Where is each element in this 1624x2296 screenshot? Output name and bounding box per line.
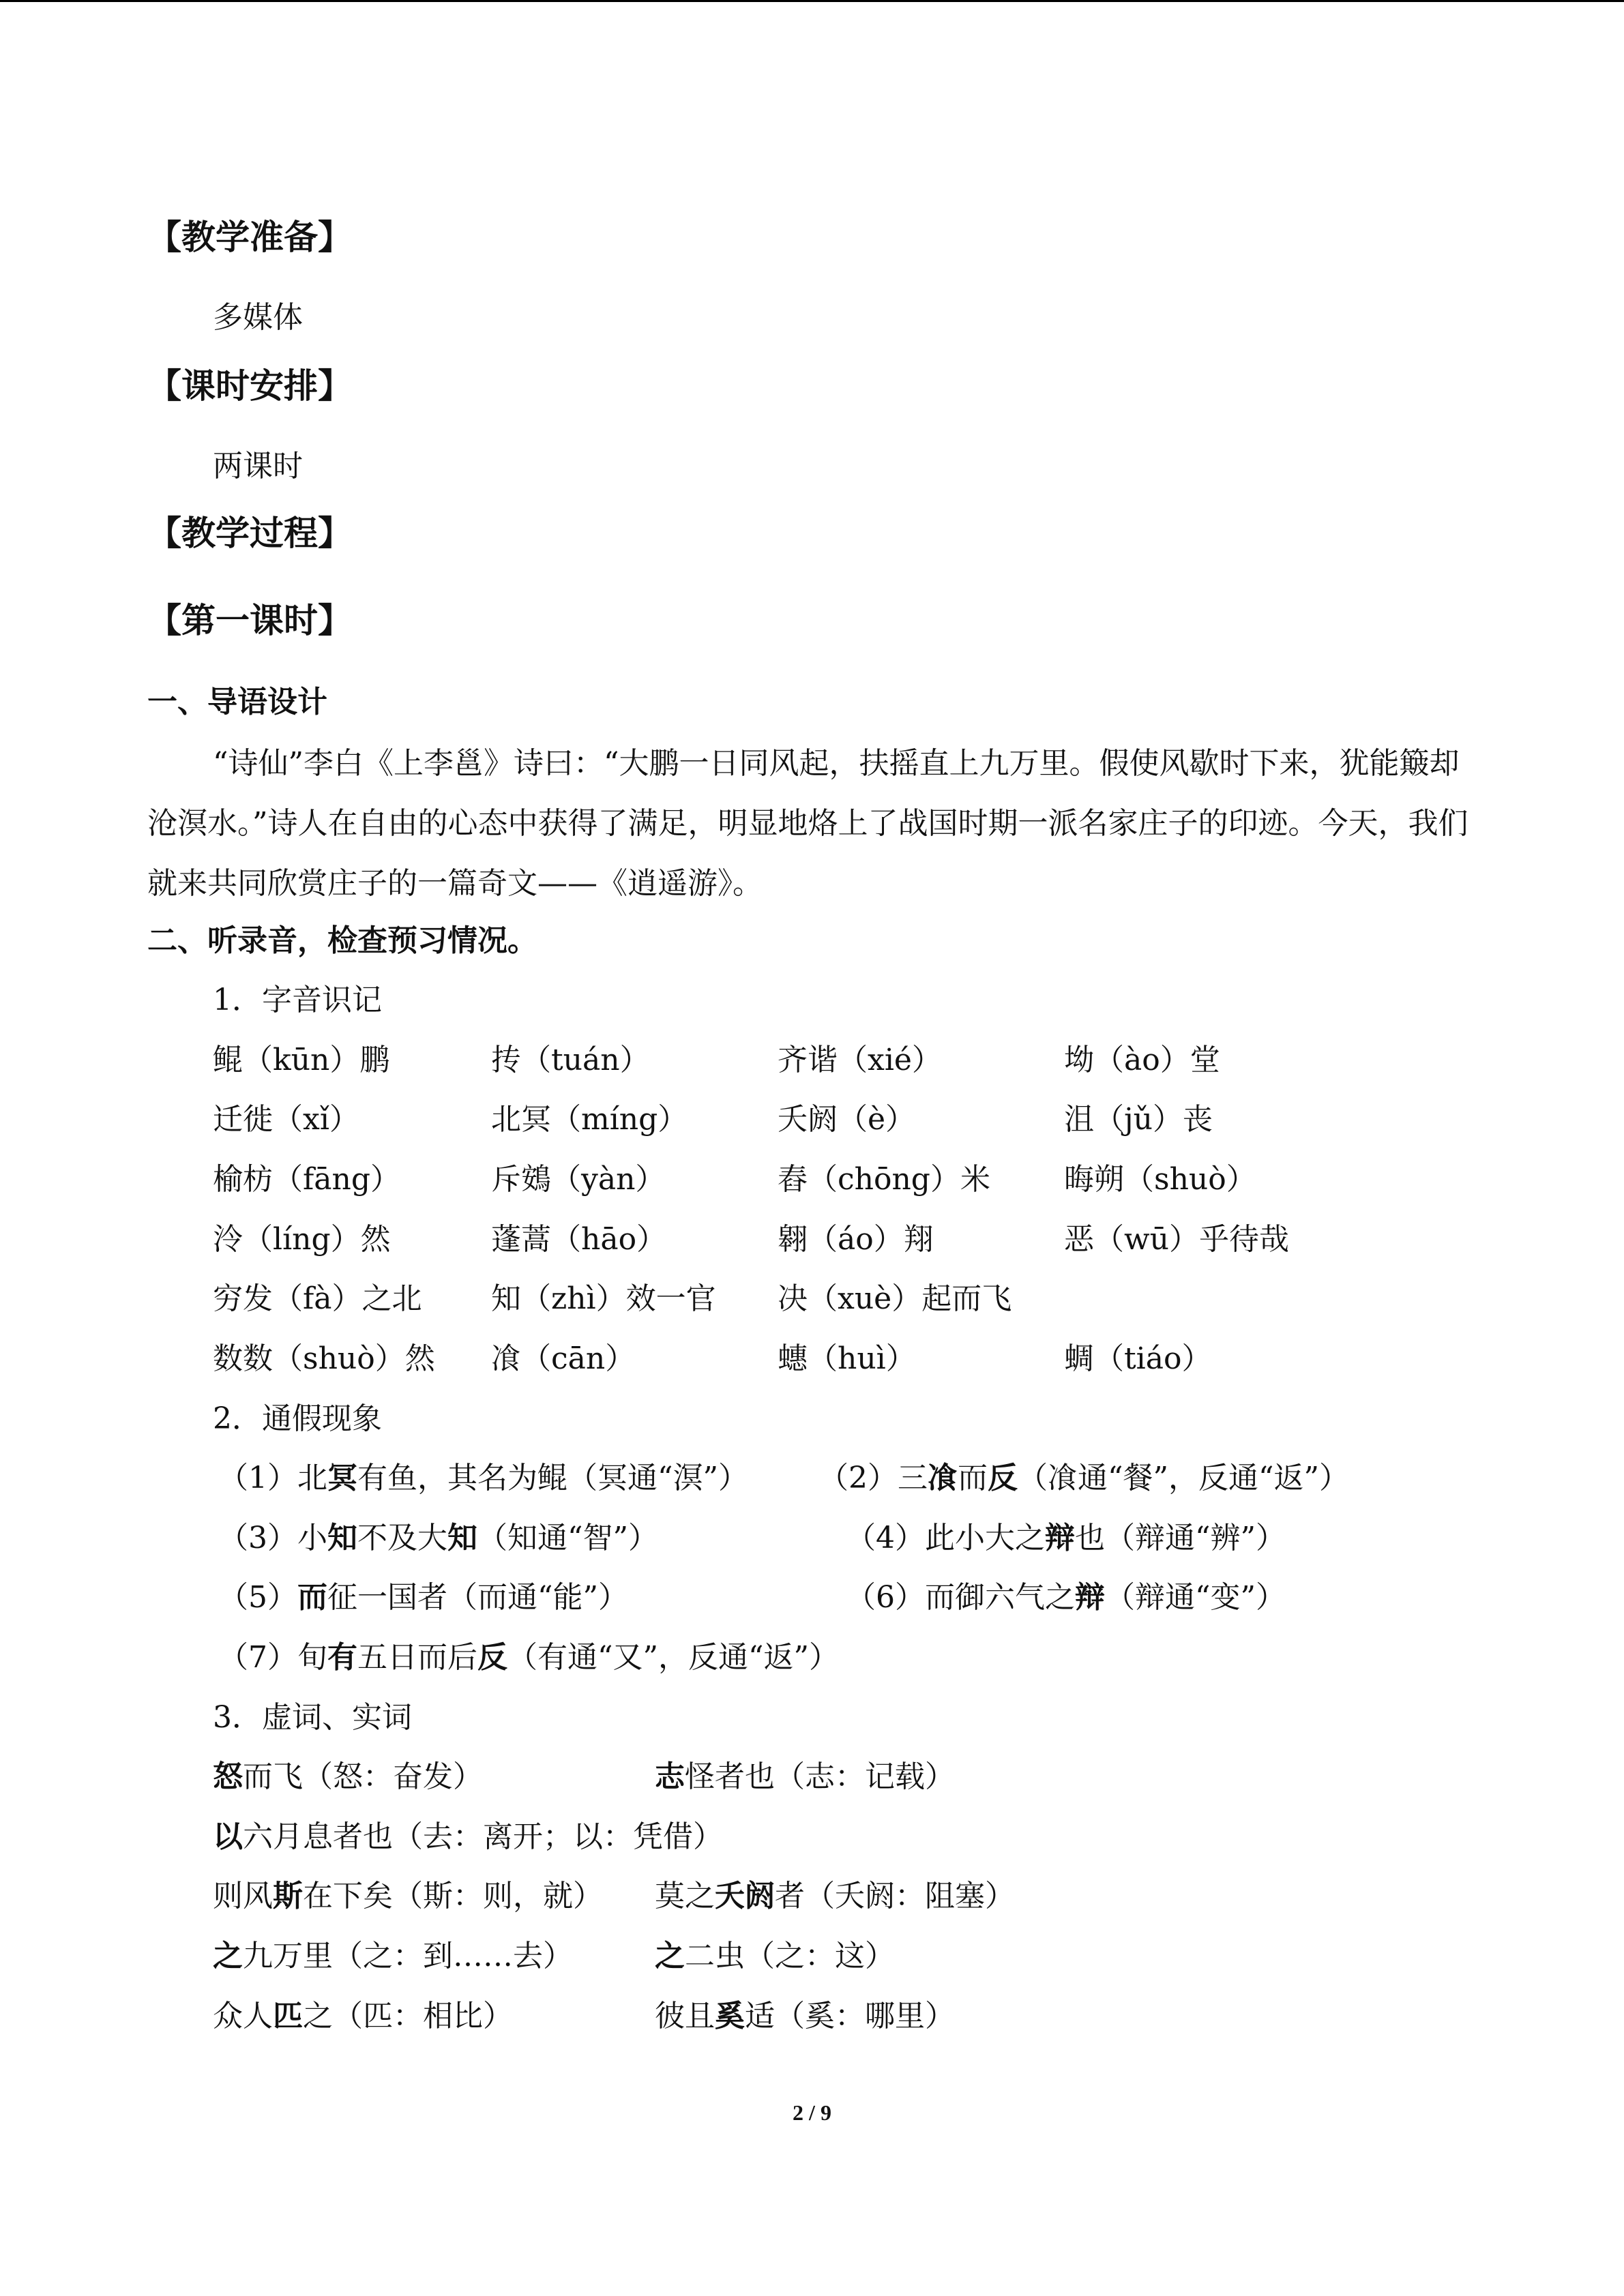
pronunciation-item: 榆枋（fāng） [213, 1162, 401, 1197]
pronunciation-item: 决（xuè）起而飞 [778, 1281, 1012, 1316]
pronunciation-item: 知（zhì）效一官 [491, 1281, 716, 1316]
pronunciation-item: 翱（áo）翔 [778, 1222, 934, 1257]
xuci-item: 志怪者也（志：记载） [655, 1759, 955, 1794]
xuci-item: 众人匹之（匹：相比） [213, 1999, 513, 2033]
pronunciation-item: 齐谐（xié） [778, 1043, 942, 1077]
intro-paragraph: “诗仙”李白《上李邕》诗曰：“大鹏一日同风起，扶摇直上九万里。假使风歇时下来，犹能簸却沧溟水。”诗人在自由的心态中获得了满足，明显地烙上了战国时期一派名家庄子的印迹。今天，我们就来共同欣赏庄子的一篇奇文——《逍遥游》。 [147, 746, 1468, 901]
section-title-schedule: 【课时安排】 [147, 366, 352, 406]
xuci-item: 之九万里（之：到……去） [213, 1939, 573, 1973]
pronunciation-item: 夭阏（è） [778, 1102, 916, 1137]
pronunciation-item: 抟（tuán） [491, 1043, 650, 1077]
pronunciation-item: 舂（chōng）米 [778, 1162, 990, 1197]
pronunciation-item: 穷发（fà）之北 [213, 1281, 422, 1316]
tongjia-title: 2．通假现象 [213, 1401, 382, 1436]
pronunciation-item: 坳（ào）堂 [1064, 1043, 1220, 1077]
pronunciation-item: 沮（jǔ）丧 [1064, 1102, 1213, 1137]
xuci-title: 3．虚词、实词 [213, 1700, 412, 1735]
pronunciation-item: 晦朔（shuò） [1064, 1162, 1256, 1197]
xuci-item: 之二虫（之：这） [655, 1939, 895, 1973]
pronunciation-item: 蓬蒿（hāo） [491, 1222, 667, 1257]
tongjia-item: （3）小知不及大知（知通“智”） [218, 1521, 658, 1555]
prep-content: 多媒体 [213, 300, 303, 335]
pronunciation-item: 数数（shuò）然 [213, 1341, 435, 1376]
pronunciation-item: 鲲（kūn）鹏 [213, 1043, 390, 1077]
xuci-item: 怒而飞（怒：奋发） [213, 1759, 483, 1794]
page-number: 2 / 9 [793, 2100, 831, 2125]
pronunciation-item: 斥鴳（yàn） [491, 1162, 666, 1197]
part1-heading: 一、导语设计 [147, 685, 327, 719]
section-title-prep: 【教学准备】 [147, 218, 352, 257]
xuci-item: 彼且奚适（奚：哪里） [655, 1999, 955, 2033]
pronunciation-item: 泠（líng）然 [213, 1222, 391, 1257]
pronunciation-item: 恶（wū）乎待哉 [1064, 1222, 1289, 1257]
pronunciation-item: 飡（cān） [491, 1341, 636, 1376]
schedule-content: 两课时 [213, 449, 303, 483]
pronunciation-item: 北冥（míng） [491, 1102, 688, 1137]
pronunciation-item: 蟪（huì） [778, 1341, 916, 1376]
pronunciation-item: 蜩（tiáo） [1064, 1341, 1212, 1376]
tongjia-item: （5）而征一国者（而通“能”） [218, 1580, 628, 1615]
xuci-item: 则风斯在下矣（斯：则，就） [213, 1879, 603, 1913]
part2-heading: 二、听录音，检查预习情况。 [147, 923, 537, 958]
tongjia-item: （1）北冥有鱼，其名为鲲（冥通“溟”） [218, 1461, 748, 1495]
tongjia-item: （7）旬有五日而后反（有通“又”，反通“返”） [218, 1640, 839, 1675]
tongjia-item: （6）而御六气之辩（辩通“变”） [846, 1580, 1286, 1615]
tongjia-item: （2）三飡而反（飡通“餐”，反通“返”） [818, 1461, 1349, 1495]
tongjia-item: （4）此小大之辩也（辩通“辨”） [846, 1521, 1286, 1555]
xuci-item: 以六月息者也（去：离开；以：凭借） [213, 1819, 723, 1854]
page-top-border [0, 0, 1624, 2]
pronunciation-title: 1．字音识记 [213, 983, 382, 1017]
section-title-lesson1: 【第一课时】 [147, 601, 352, 640]
section-title-process: 【教学过程】 [147, 513, 352, 553]
xuci-item: 莫之夭阏者（夭阏：阻塞） [655, 1879, 1015, 1913]
pronunciation-item: 迁徙（xǐ） [213, 1102, 359, 1137]
